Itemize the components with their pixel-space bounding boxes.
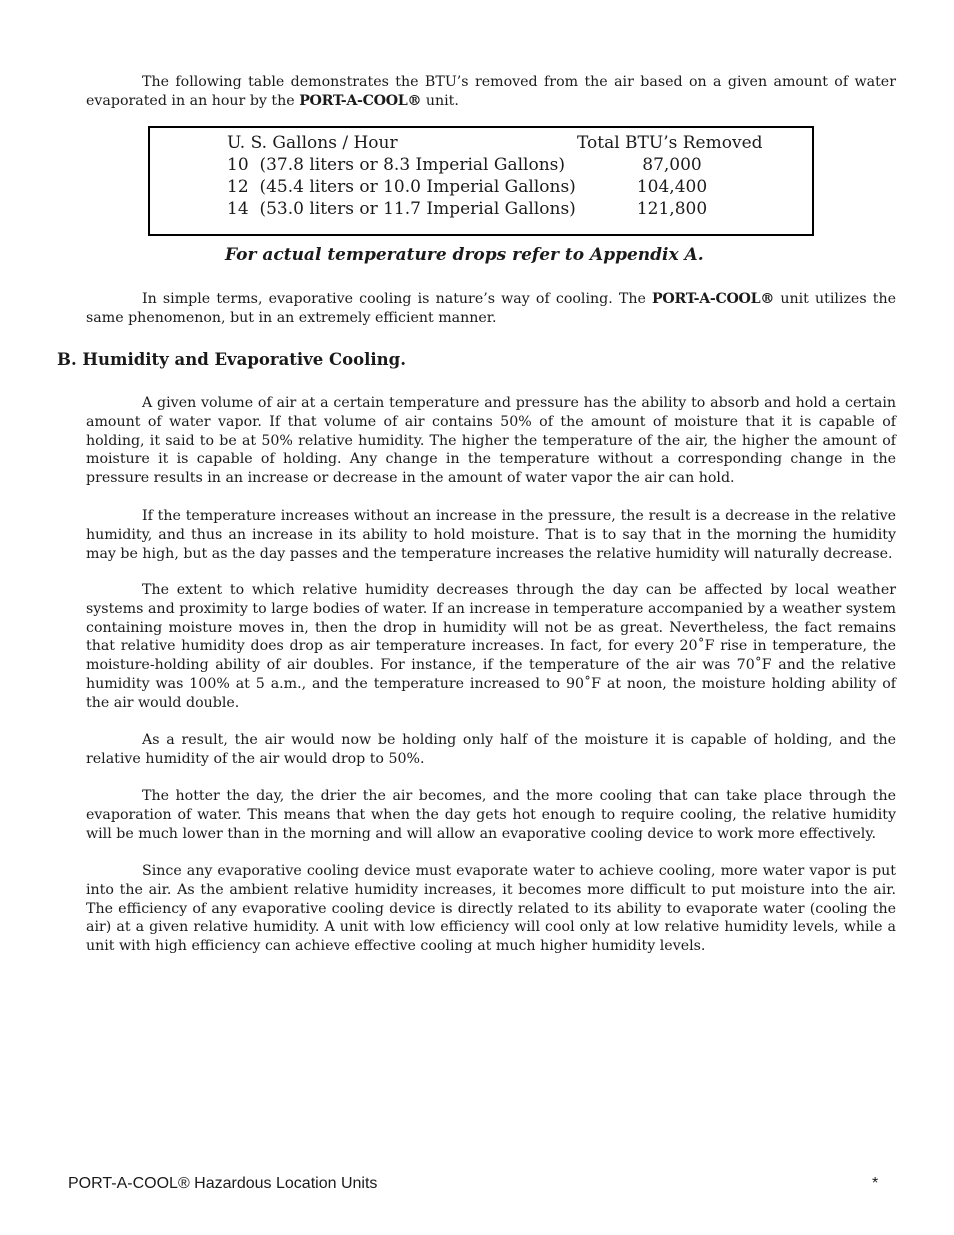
body-paragraph: A given volume of air at a certain temperature and pressure has the ability to absorb and hold a certain amount of water vapor. If that volume of air contains 50% of the amount of moisture that it is capable of holding, it said to be at 50% relative humidity. The higher the temperature of the air, the higher the amount of moisture it is capable of holding. Any change in the temperature without a corresponding change in the pressure results in an increase or decrease in the amount of water vapor the air can hold. xyxy=(86,395,896,487)
btu-table xyxy=(148,126,814,236)
row-gallons: 10 (37.8 liters or 8.3 Imperial Gallons) xyxy=(227,155,565,175)
row-btu: 121,800 xyxy=(636,199,708,219)
simple-terms-paragraph xyxy=(86,290,896,328)
row-gallons: 14 (53.0 liters or 11.7 Imperial Gallons) xyxy=(227,199,576,219)
footer-page-marker: * xyxy=(872,1175,879,1192)
row-btu: 87,000 xyxy=(642,155,702,175)
appendix-note: For actual temperature drops refer to Appendix A. xyxy=(225,245,704,265)
intro-paragraph xyxy=(86,73,896,111)
body-paragraph: If the temperature increases without an increase in the pressure, the result is a decrease in the relative humidity, and thus an increase in its ability to hold moisture. That is to say that in the morning the humidity may be high, but as the day passes and the temperature increases the relative humidity will naturally decrease. xyxy=(86,508,896,562)
row-btu: 104,400 xyxy=(636,177,708,197)
header-btu: Total BTU’s Removed xyxy=(577,133,763,153)
intro-text-before: The following table demonstrates the BTU’s removed from the air based on a given amount of water evaporated in an hour by the xyxy=(86,74,896,109)
simple-terms-text-after: unit utilizes the same phenomenon, but in an extremely efficient manner. xyxy=(86,291,896,326)
simple-terms-brand: PORT-A-COOL® xyxy=(652,291,775,307)
intro-text-after: unit. xyxy=(421,92,459,109)
intro-brand: PORT-A-COOL® xyxy=(299,92,422,109)
header-gallons: U. S. Gallons / Hour xyxy=(227,133,398,153)
simple-terms-text-before: In simple terms, evaporative cooling is nature’s way of cooling. The xyxy=(142,291,653,307)
body-paragraph: Since any evaporative cooling device must evaporate water to achieve cooling, more water vapor is put into the air. As the ambient relative humidity increases, it becomes more difficult to put moisture into the air. The efficiency of any evaporative cooling device is directly related to its ability to evaporate water (cooling the air) at a given relative humidity. A unit with low efficiency will cool only at low relative humidity levels, while a unit with high efficiency can achieve effective cooling at much higher humidity levels. xyxy=(86,863,896,955)
body-paragraph: As a result, the air would now be holding only half of the moisture it is capable of holding, and the relative humidity of the air would drop to 50%. xyxy=(86,732,896,767)
section-heading: B. Humidity and Evaporative Cooling. xyxy=(57,350,406,369)
row-gallons: 12 (45.4 liters or 10.0 Imperial Gallons) xyxy=(227,177,576,197)
footer-title: PORT-A-COOL® Hazardous Location Units xyxy=(68,1175,378,1192)
body-paragraph: The extent to which relative humidity decreases through the day can be affected by local weather systems and proximity to large bodies of water. If an increase in temperature accompanied by a weather system containing moisture moves in, then the drop in humidity will not be as great. Nevertheless, the fact remains that relative humidity does drop as air temperature increases. In fact, for every 20˚F rise in temperature, the moisture-holding ability of air doubles. For instance, if the temperature of the air was 70˚F and the relative humidity was 100% at 5 a.m., and the temperature increased to 90˚F at noon, the moisture holding ability of the air would double. xyxy=(86,582,896,711)
body-paragraph: The hotter the day, the drier the air becomes, and the more cooling that can take place through the evaporation of water. This means that when the day gets hot enough to require cooling, the relative humidity will be much lower than in the morning and will allow an evaporative cooling device to work more effectively. xyxy=(86,788,896,842)
